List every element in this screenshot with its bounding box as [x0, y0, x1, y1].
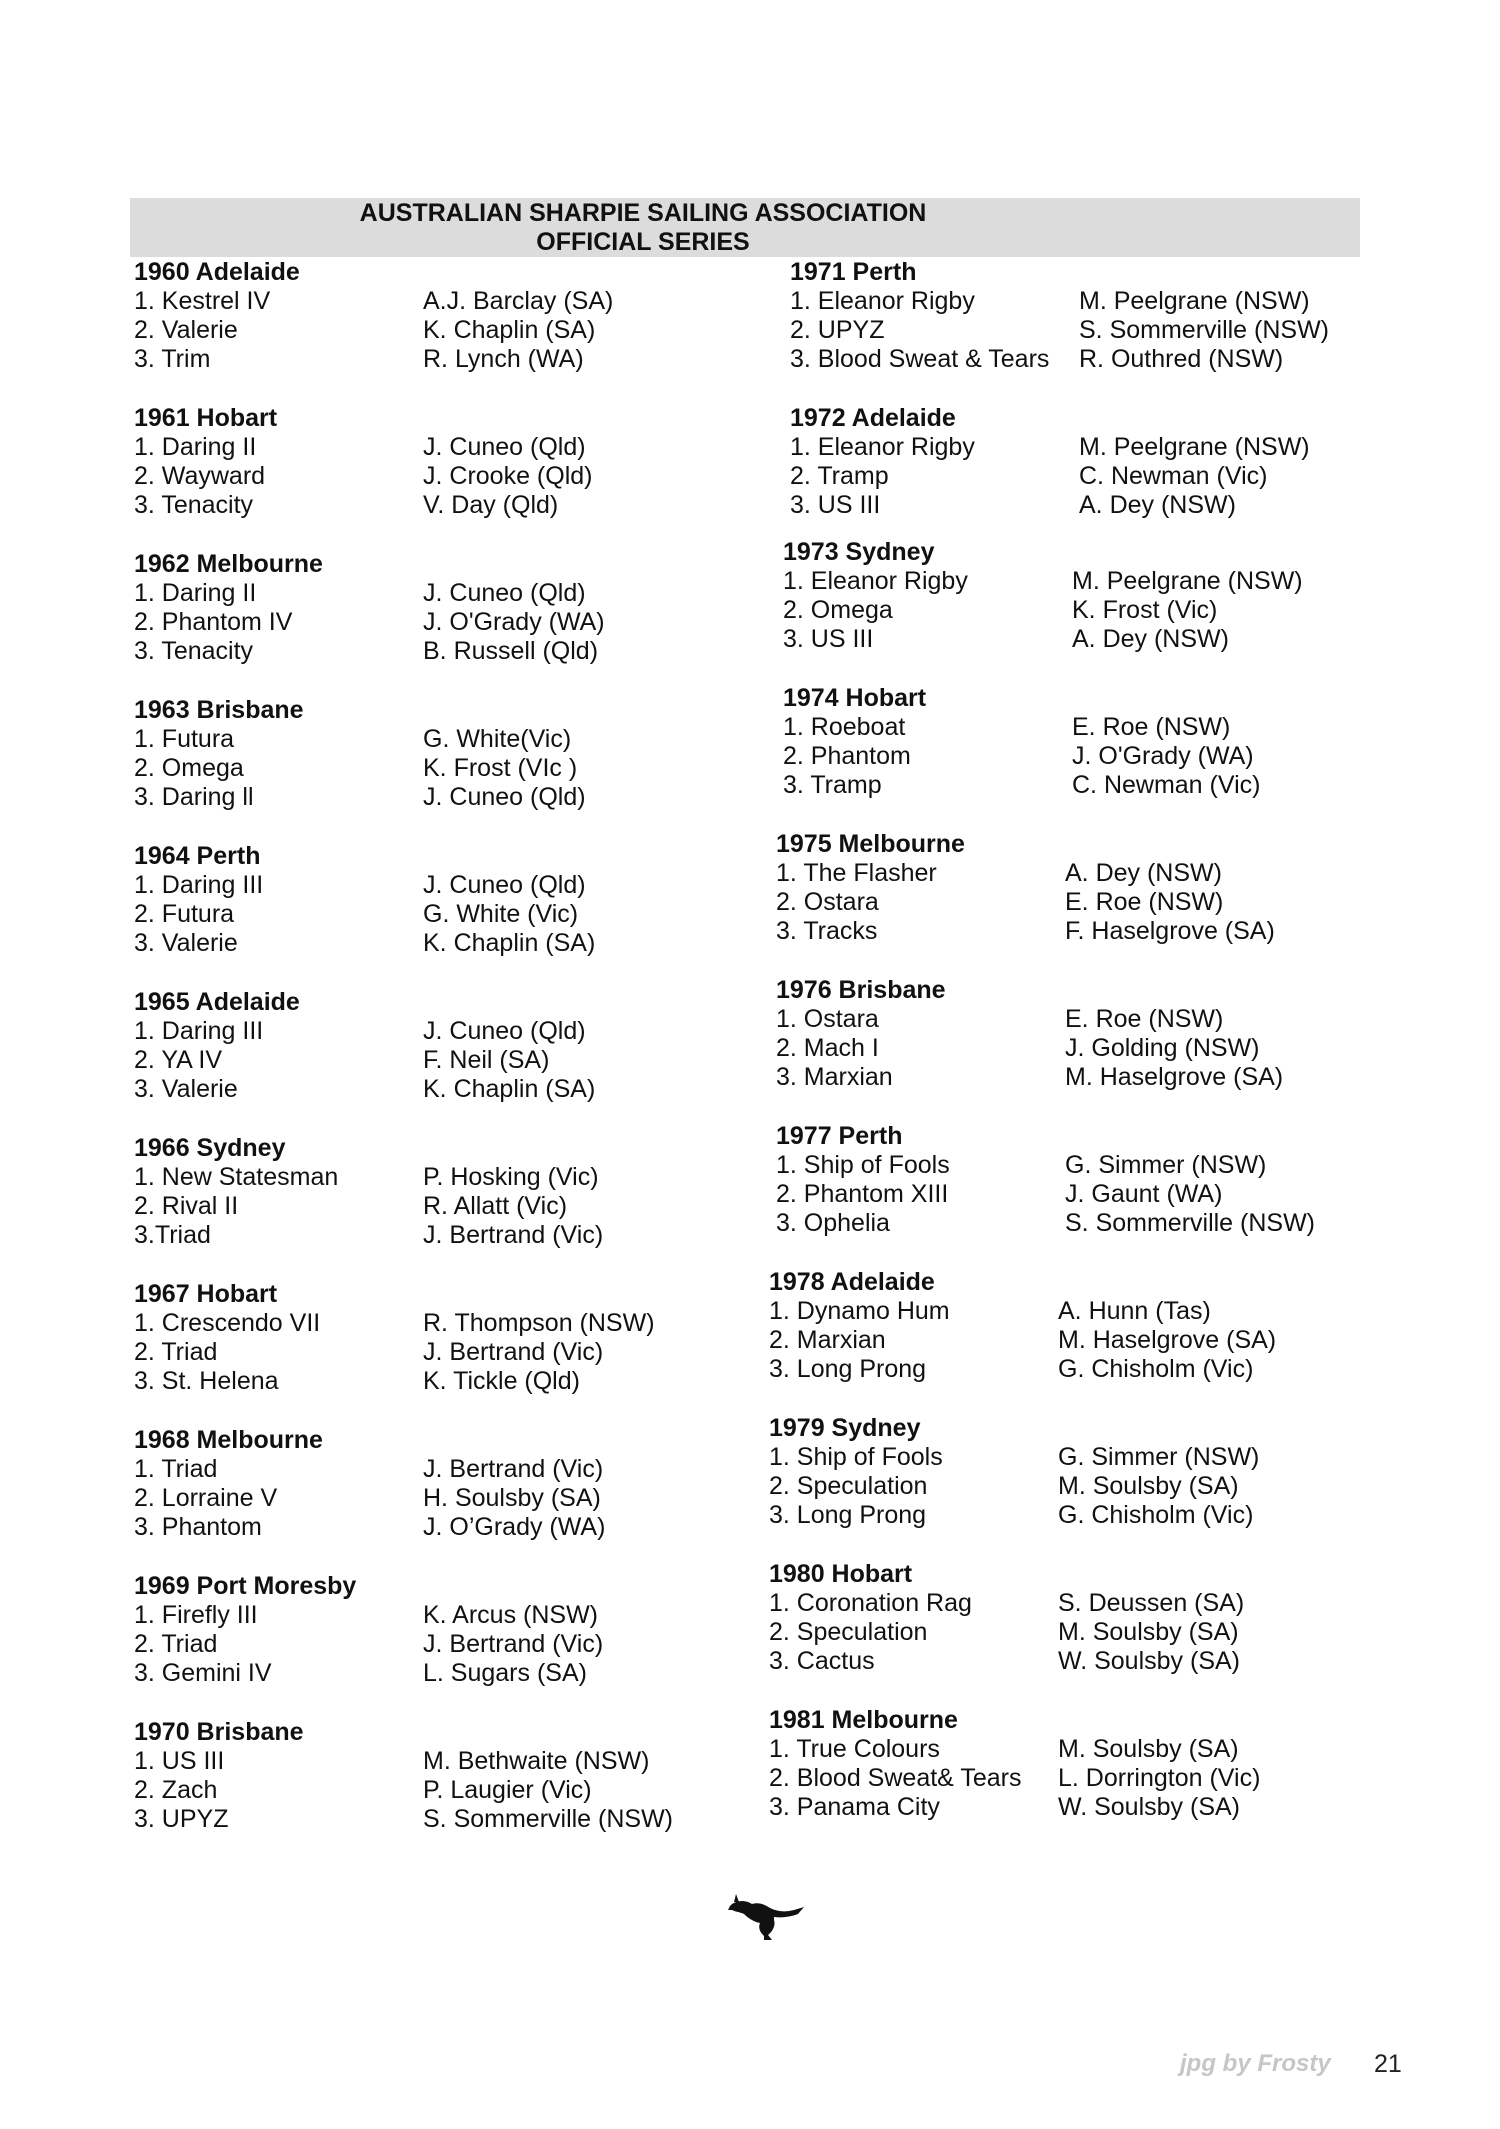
boat-name: 2. Blood Sweat& Tears [769, 1764, 1022, 1792]
skipper-name: M. Peelgrane (NSW) [1079, 287, 1310, 315]
boat-name: 2. Phantom [783, 742, 911, 770]
skipper-name: E. Roe (NSW) [1065, 888, 1224, 916]
boat-name: 2. Speculation [769, 1472, 928, 1500]
result-row [783, 567, 1303, 596]
skipper-name: A. Dey (NSW) [1072, 625, 1229, 653]
boat-name: 1. True Colours [769, 1735, 940, 1763]
boat-name: 2. Futura [134, 900, 235, 928]
boat-name: 1. The Flasher [776, 859, 937, 887]
event-title: 1976 Brisbane [776, 976, 946, 1004]
result-row [769, 1443, 1260, 1472]
event-title: 1961 Hobart [134, 404, 278, 432]
result-row [134, 491, 559, 520]
skipper-name: R. Thompson (NSW) [423, 1309, 655, 1337]
result-row [776, 1063, 1284, 1092]
result-row [134, 1513, 606, 1542]
skipper-name: K. Arcus (NSW) [423, 1601, 599, 1629]
boat-name: 2. Speculation [769, 1618, 928, 1646]
skipper-name: V. Day (Qld) [423, 491, 559, 519]
boat-name: 2. Tramp [790, 462, 889, 490]
skipper-name: J. Bertrand (Vic) [423, 1455, 604, 1483]
skipper-name: J. Gaunt (WA) [1065, 1180, 1223, 1208]
kangaroo-icon [724, 1890, 808, 1942]
event-title: 1968 Melbourne [134, 1426, 323, 1454]
skipper-name: A. Dey (NSW) [1065, 859, 1222, 887]
result-row [790, 345, 1284, 374]
result-row [769, 1764, 1261, 1793]
boat-name: 3. Ophelia [776, 1209, 890, 1237]
boat-name: 3. Long Prong [769, 1355, 927, 1383]
series-event [134, 550, 605, 666]
event-title: 1981 Melbourne [769, 1706, 958, 1734]
boat-name: 1. Ship of Fools [776, 1151, 950, 1179]
result-row [776, 1005, 1224, 1034]
result-row [134, 1046, 550, 1075]
skipper-name: M. Soulsby (SA) [1058, 1618, 1239, 1646]
skipper-name: R. Lynch (WA) [423, 345, 584, 373]
boat-name: 3. Phantom [134, 1513, 262, 1541]
result-row [134, 929, 596, 958]
skipper-name: A. Dey (NSW) [1079, 491, 1236, 519]
event-title: 1971 Perth [790, 258, 917, 286]
boat-name: 3. Valerie [134, 929, 238, 957]
event-title: 1964 Perth [134, 842, 261, 870]
result-row [134, 1455, 604, 1484]
skipper-name: J. Bertrand (Vic) [423, 1338, 604, 1366]
boat-name: 1. Ship of Fools [769, 1443, 943, 1471]
result-row [134, 1221, 604, 1250]
boat-name: 3. Tenacity [134, 491, 254, 519]
boat-name: 2. YA IV [134, 1046, 223, 1074]
boat-name: 2. Omega [783, 596, 893, 624]
boat-name: 3. UPYZ [134, 1805, 229, 1833]
result-row [776, 1209, 1316, 1238]
skipper-name: R. Outhred (NSW) [1079, 345, 1284, 373]
boat-name: 1. Triad [134, 1455, 218, 1483]
skipper-name: G. White (Vic) [423, 900, 579, 928]
result-row [776, 917, 1275, 946]
boat-name: 3. Daring ll [134, 783, 254, 811]
skipper-name: J. Golding (NSW) [1065, 1034, 1260, 1062]
skipper-name: M. Soulsby (SA) [1058, 1472, 1239, 1500]
photo-credit: jpg by Frosty [1180, 2050, 1331, 2077]
skipper-name: C. Newman (Vic) [1079, 462, 1268, 490]
result-row [134, 725, 572, 754]
result-row [134, 1484, 601, 1513]
result-row [134, 1659, 587, 1688]
boat-name: 1. Crescendo VII [134, 1309, 321, 1337]
boat-name: 2. Omega [134, 754, 244, 782]
skipper-name: J. Bertrand (Vic) [423, 1630, 604, 1658]
event-title: 1973 Sydney [783, 538, 935, 566]
skipper-name: W. Soulsby (SA) [1058, 1793, 1240, 1821]
result-row [134, 1630, 604, 1659]
boat-name: 1. Dynamo Hum [769, 1297, 950, 1325]
boat-name: 2. Triad [134, 1630, 218, 1658]
skipper-name: J. Bertrand (Vic) [423, 1221, 604, 1249]
event-title: 1960 Adelaide [134, 258, 300, 286]
result-row [134, 462, 593, 491]
result-row [134, 1309, 655, 1338]
series-event [776, 1122, 1316, 1238]
result-row [134, 1747, 650, 1776]
boat-name: 3. Trim [134, 345, 211, 373]
skipper-name: K. Tickle (Qld) [423, 1367, 580, 1395]
boat-name: 3. Valerie [134, 1075, 238, 1103]
skipper-name: M. Soulsby (SA) [1058, 1735, 1239, 1763]
series-header [130, 198, 1360, 257]
result-row [776, 888, 1224, 917]
skipper-name: C. Newman (Vic) [1072, 771, 1261, 799]
event-title: 1962 Melbourne [134, 550, 323, 578]
association-title: AUSTRALIAN SHARPIE SAILING ASSOCIATION [359, 199, 927, 227]
result-row [134, 1075, 596, 1104]
boat-name: 1. Eleanor Rigby [790, 433, 975, 461]
skipper-name: F. Neil (SA) [423, 1046, 550, 1074]
event-title: 1966 Sydney [134, 1134, 286, 1162]
series-event [769, 1560, 1245, 1676]
boat-name: 2. Valerie [134, 316, 238, 344]
result-row [134, 1163, 599, 1192]
event-title: 1972 Adelaide [790, 404, 956, 432]
result-row [790, 491, 1236, 520]
result-row [134, 783, 586, 812]
series-event [134, 1280, 655, 1396]
result-row [783, 713, 1231, 742]
skipper-name: M. Haselgrove (SA) [1058, 1326, 1277, 1354]
series-event [134, 258, 614, 374]
skipper-name: J. O'Grady (WA) [1072, 742, 1254, 770]
result-row [769, 1618, 1239, 1647]
skipper-name: G. Simmer (NSW) [1058, 1443, 1260, 1471]
boat-name: 2. Ostara [776, 888, 879, 916]
boat-name: 3. Gemini IV [134, 1659, 272, 1687]
series-event [776, 976, 1284, 1092]
skipper-name: P. Hosking (Vic) [423, 1163, 599, 1191]
skipper-name: M. Haselgrove (SA) [1065, 1063, 1284, 1091]
result-row [790, 462, 1268, 491]
skipper-name: K. Chaplin (SA) [423, 316, 596, 344]
boat-name: 2. Triad [134, 1338, 218, 1366]
result-row [776, 859, 1222, 888]
result-row [134, 1805, 674, 1834]
boat-name: 3. Marxian [776, 1063, 893, 1091]
event-title: 1978 Adelaide [769, 1268, 935, 1296]
skipper-name: M. Peelgrane (NSW) [1072, 567, 1303, 595]
series-event [783, 538, 1303, 654]
result-row [769, 1326, 1277, 1355]
boat-name: 1. Coronation Rag [769, 1589, 972, 1617]
boat-name: 3. Panama City [769, 1793, 940, 1821]
result-row [134, 1017, 586, 1046]
series-event [790, 404, 1310, 520]
series-event [769, 1414, 1260, 1530]
result-row [134, 579, 586, 608]
skipper-name: J. Cuneo (Qld) [423, 579, 586, 607]
series-event [134, 842, 596, 958]
series-event [776, 830, 1275, 946]
skipper-name: E. Roe (NSW) [1065, 1005, 1224, 1033]
skipper-name: H. Soulsby (SA) [423, 1484, 601, 1512]
boat-name: 3. Tenacity [134, 637, 254, 665]
event-title: 1974 Hobart [783, 684, 927, 712]
series-event [783, 684, 1261, 800]
boat-name: 3. St. Helena [134, 1367, 279, 1395]
event-title: 1975 Melbourne [776, 830, 965, 858]
result-row [134, 1601, 599, 1630]
boat-name: 2. Phantom XIII [776, 1180, 949, 1208]
series-event [134, 1572, 604, 1688]
skipper-name: W. Soulsby (SA) [1058, 1647, 1240, 1675]
skipper-name: K. Chaplin (SA) [423, 1075, 596, 1103]
skipper-name: J. Crooke (Qld) [423, 462, 593, 490]
result-row [790, 316, 1330, 345]
series-event [769, 1268, 1277, 1384]
result-row [783, 742, 1254, 771]
skipper-name: B. Russell (Qld) [423, 637, 599, 665]
result-row [783, 596, 1218, 625]
boat-name: 3. Long Prong [769, 1501, 927, 1529]
skipper-name: S. Sommerville (NSW) [1079, 316, 1330, 344]
skipper-name: J. Cuneo (Qld) [423, 433, 586, 461]
boat-name: 1. US III [134, 1747, 225, 1775]
series-event [790, 258, 1330, 374]
result-row [134, 1367, 580, 1396]
result-row [134, 754, 578, 783]
event-title: 1970 Brisbane [134, 1718, 304, 1746]
result-row [776, 1034, 1260, 1063]
series-event [134, 1134, 604, 1250]
skipper-name: P. Laugier (Vic) [423, 1776, 592, 1804]
skipper-name: A. Hunn (Tas) [1058, 1297, 1211, 1325]
result-row [769, 1647, 1240, 1676]
series-event [134, 1718, 674, 1834]
event-title: 1965 Adelaide [134, 988, 300, 1016]
series-subtitle: OFFICIAL SERIES [536, 228, 750, 256]
skipper-name: L. Dorrington (Vic) [1058, 1764, 1261, 1792]
result-row [134, 1776, 592, 1805]
result-row [790, 433, 1310, 462]
boat-name: 2. UPYZ [790, 316, 885, 344]
boat-name: 2. Mach I [776, 1034, 879, 1062]
event-title: 1969 Port Moresby [134, 1572, 357, 1600]
series-event [134, 696, 586, 812]
skipper-name: M. Bethwaite (NSW) [423, 1747, 650, 1775]
event-title: 1963 Brisbane [134, 696, 304, 724]
skipper-name: G. Chisholm (Vic) [1058, 1501, 1254, 1529]
skipper-name: G. White(Vic) [423, 725, 572, 753]
result-row [134, 900, 579, 929]
event-title: 1977 Perth [776, 1122, 903, 1150]
boat-name: 1. Roeboat [783, 713, 906, 741]
boat-name: 3. US III [783, 625, 874, 653]
result-row [769, 1297, 1211, 1326]
result-row [134, 871, 586, 900]
result-row [134, 433, 586, 462]
skipper-name: G. Chisholm (Vic) [1058, 1355, 1254, 1383]
boat-name: 3. Cactus [769, 1647, 875, 1675]
result-row [134, 1338, 604, 1367]
result-row [134, 287, 614, 316]
event-title: 1980 Hobart [769, 1560, 913, 1588]
skipper-name: E. Roe (NSW) [1072, 713, 1231, 741]
boat-name: 3. US III [790, 491, 881, 519]
result-row [783, 771, 1261, 800]
skipper-name: K. Chaplin (SA) [423, 929, 596, 957]
skipper-name: L. Sugars (SA) [423, 1659, 587, 1687]
series-event [134, 988, 596, 1104]
result-row [134, 345, 584, 374]
skipper-name: G. Simmer (NSW) [1065, 1151, 1267, 1179]
skipper-name: J. Cuneo (Qld) [423, 871, 586, 899]
result-row [769, 1355, 1254, 1384]
skipper-name: M. Peelgrane (NSW) [1079, 433, 1310, 461]
boat-name: 1. Kestrel IV [134, 287, 271, 315]
series-event [134, 1426, 606, 1542]
skipper-name: S. Sommerville (NSW) [423, 1805, 674, 1833]
skipper-name: S. Deussen (SA) [1058, 1589, 1245, 1617]
result-row [134, 1192, 568, 1221]
result-row [134, 316, 596, 345]
result-row [134, 637, 599, 666]
result-row [769, 1793, 1240, 1822]
result-row [134, 608, 605, 637]
series-event [134, 404, 593, 520]
boat-name: 1. Eleanor Rigby [783, 567, 968, 595]
skipper-name: A.J. Barclay (SA) [423, 287, 614, 315]
result-row [790, 287, 1310, 316]
boat-name: 3.Triad [134, 1221, 211, 1249]
boat-name: 1. Daring III [134, 871, 264, 899]
event-title: 1967 Hobart [134, 1280, 278, 1308]
result-row [776, 1151, 1267, 1180]
boat-name: 1. Eleanor Rigby [790, 287, 975, 315]
boat-name: 2. Rival II [134, 1192, 239, 1220]
result-row [783, 625, 1229, 654]
boat-name: 1. Daring II [134, 433, 257, 461]
result-row [769, 1501, 1254, 1530]
boat-name: 1. Firefly III [134, 1601, 258, 1629]
boat-name: 3. Tramp [783, 771, 882, 799]
boat-name: 2. Zach [134, 1776, 218, 1804]
page-number: 21 [1374, 2050, 1402, 2078]
boat-name: 2. Phantom IV [134, 608, 293, 636]
boat-name: 3. Tracks [776, 917, 878, 945]
boat-name: 1. Ostara [776, 1005, 879, 1033]
boat-name: 2. Marxian [769, 1326, 886, 1354]
result-row [776, 1180, 1223, 1209]
result-row [769, 1735, 1239, 1764]
skipper-name: K. Frost (VIc ) [423, 754, 578, 782]
boat-name: 3. Blood Sweat & Tears [790, 345, 1050, 373]
boat-name: 2. Lorraine V [134, 1484, 278, 1512]
boat-name: 1. Daring II [134, 579, 257, 607]
skipper-name: J. Cuneo (Qld) [423, 783, 586, 811]
boat-name: 1. Futura [134, 725, 235, 753]
boat-name: 2. Wayward [134, 462, 266, 490]
skipper-name: J. O’Grady (WA) [423, 1513, 606, 1541]
skipper-name: S. Sommerville (NSW) [1065, 1209, 1316, 1237]
skipper-name: J. O'Grady (WA) [423, 608, 605, 636]
skipper-name: F. Haselgrove (SA) [1065, 917, 1275, 945]
skipper-name: R. Allatt (Vic) [423, 1192, 568, 1220]
result-row [769, 1589, 1245, 1618]
series-event [769, 1706, 1261, 1822]
event-title: 1979 Sydney [769, 1414, 921, 1442]
result-row [769, 1472, 1239, 1501]
skipper-name: K. Frost (Vic) [1072, 596, 1218, 624]
boat-name: 1. New Statesman [134, 1163, 339, 1191]
skipper-name: J. Cuneo (Qld) [423, 1017, 586, 1045]
boat-name: 1. Daring III [134, 1017, 264, 1045]
